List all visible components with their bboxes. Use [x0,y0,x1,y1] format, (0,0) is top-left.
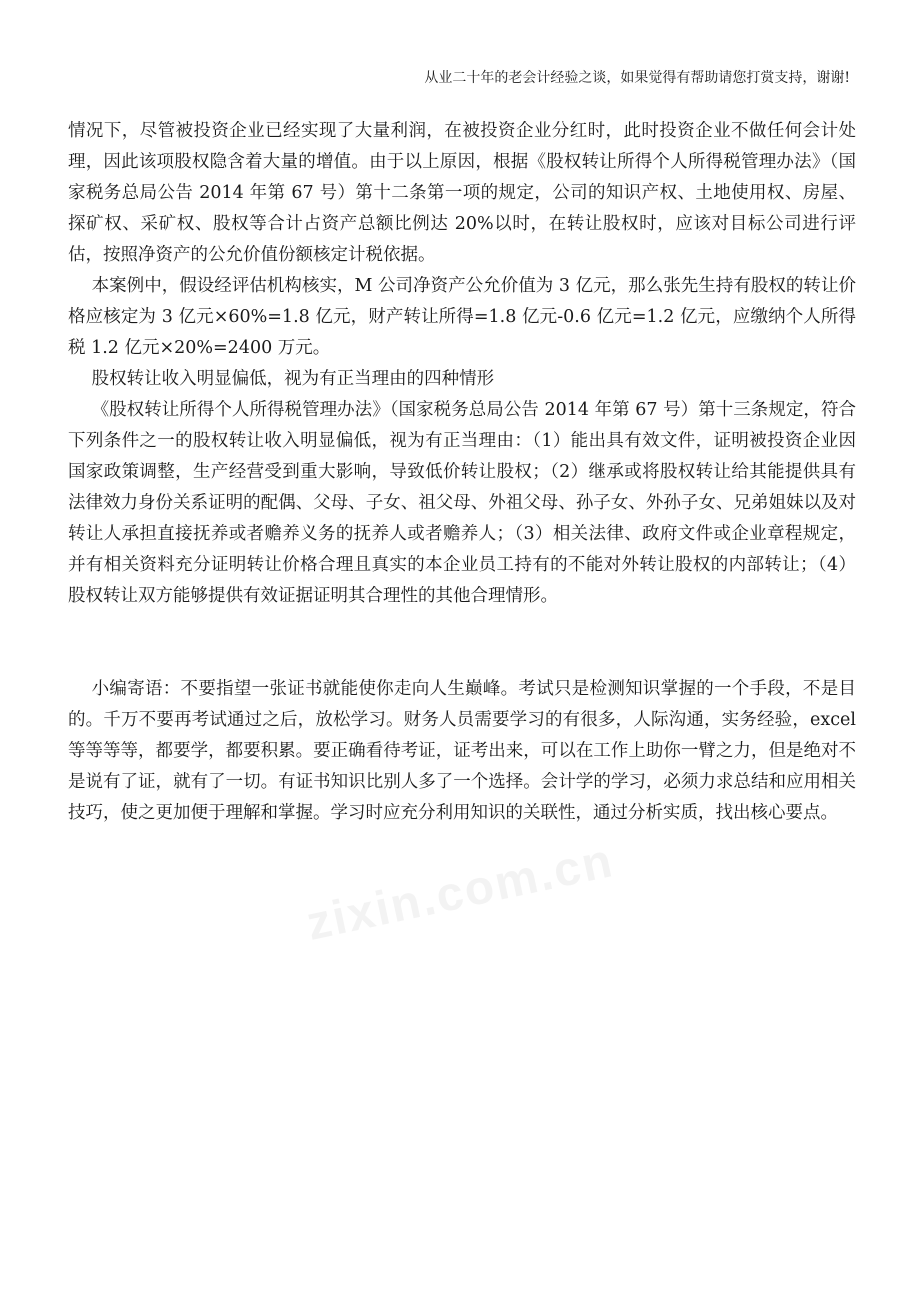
spacer [68,612,856,674]
section-heading: 股权转让收入明显偏低，视为有正当理由的四种情形 [91,369,495,389]
header-note: 从业二十年的老会计经验之谈，如果觉得有帮助请您打赏支持，谢谢! [424,70,850,86]
paragraph-valuation: 情况下，尽管被投资企业已经实现了大量利润，在被投资企业分红时，此时投资企业不做任何会计处理，因此该项股权隐含着大量的增值。由于以上原因，根据《股权转让所得个人所得税管理办法》（国家税务总局公告 2014 年第 67 号）第十二条第一项的规定，公司的知识产权、土地使用权、房屋、探矿权、采矿权、股权等合计占资产总额比例达 20%以时，在转让股权时，应该对目标公司进行评估，按照净资产的公允价值份额核定计税依据。 [68,121,856,265]
paragraph-closing-note: 小编寄语：不要指望一张证书就能使你走向人生巅峰。考试只是检测知识掌握的一个手段，不是目的。千万不要再考试通过之后，放松学习。财务人员需要学习的有很多，人际沟通，实务经验，excel 等等等等，都要学，都要积累。要正确看待考证，证考出来，可以在工作上助你一臂之力，但是绝对不是说有了证，就有了一切。有证书知识比别人多了一个选择。会计学的学习，必须力求总结和应用相关技巧，使之更加便于理解和掌握。学习时应充分利用知识的关联性，通过分析实质，找出核心要点。 [68,679,856,823]
watermark-logo: zixin.com.cn [301,833,619,951]
paragraph-case-example: 本案例中，假设经评估机构核实，M 公司净资产公允价值为 3 亿元，那么张先生持有股权的转让价格应核定为 3 亿元×60%=1.8 亿元，财产转让所得=1.8 亿元-0.6 亿元=1.2 亿元，应缴纳个人所得税 1.2 亿元×20%=2400 万元。 [68,276,856,358]
document-body [68,116,856,829]
paragraph-four-situations: 《股权转让所得个人所得税管理办法》（国家税务总局公告 2014 年第 67 号）第十三条规定，符合下列条件之一的股权转让收入明显偏低，视为有正当理由：（1）能出具有效文件，证明被投资企业因国家政策调整，生产经营受到重大影响，导致低价转让股权；（2）继承或将股权转让给其能提供具有法律效力身份关系证明的配偶、父母、子女、祖父母、外祖父母、孙子女、外孙子女、兄弟姐妹以及对转让人承担直接抚养或者赡养义务的抚养人或者赡养人；（3）相关法律、政府文件或企业章程规定，并有相关资料充分证明转让价格合理且真实的本企业员工持有的不能对外转让股权的内部转让；（4）股权转让双方能够提供有效证据证明其合理性的其他合理情形。 [68,400,856,606]
